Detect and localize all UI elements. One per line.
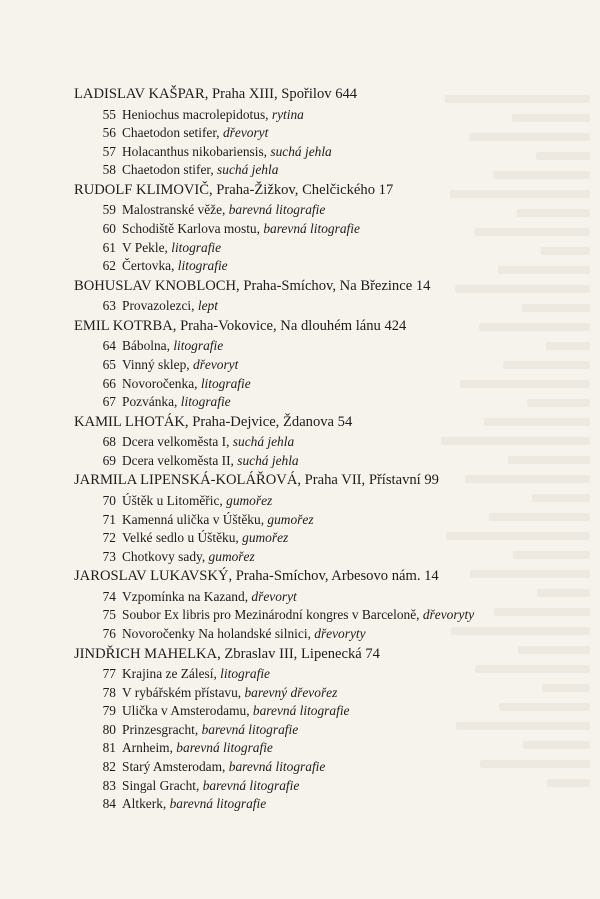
- entry-title: Prinzesgracht,: [122, 721, 202, 737]
- catalogue-entry: [74, 548, 574, 567]
- entry-number: 73: [102, 548, 116, 564]
- entry-technique: barevná litografie: [202, 777, 300, 793]
- entry-technique: rytina: [271, 106, 304, 122]
- entry-technique: barevná litografie: [176, 740, 273, 756]
- entry-number: 78: [102, 684, 116, 700]
- catalogue-entry: [74, 201, 574, 220]
- catalogue-entry: [74, 795, 574, 814]
- entry-number: 81: [102, 740, 116, 756]
- entry-title: Velké sedlo u Úštěku,: [122, 530, 243, 546]
- catalogue-entry: [74, 702, 574, 721]
- entry-title: Chaetodon setifer,: [122, 125, 223, 141]
- catalogue-entry: [74, 452, 574, 471]
- entry-title: Vinný sklep,: [122, 356, 193, 372]
- entry-title: Malostranské věže,: [122, 202, 229, 218]
- entry-number: 84: [102, 796, 116, 812]
- entry-technique: barevná litografie: [228, 202, 326, 218]
- catalogue-entry: [74, 777, 574, 796]
- catalogue-entry: [74, 588, 574, 607]
- entry-number: 72: [102, 530, 116, 546]
- entry-technique: barevná litografie: [201, 721, 299, 737]
- entry-technique: dřevoryt: [222, 125, 269, 141]
- catalogue-entry: [74, 257, 574, 276]
- entry-technique: dřevoryty: [422, 607, 475, 623]
- entry-number: 77: [102, 666, 116, 682]
- entry-title: Dcera velkoměsta I,: [122, 434, 233, 450]
- entry-number: 62: [102, 258, 116, 274]
- entry-number: 83: [102, 777, 116, 793]
- entry-technique: barevný dřevořez: [244, 684, 338, 700]
- entry-title: V Pekle,: [122, 239, 172, 255]
- entry-number: 59: [102, 202, 116, 218]
- entry-technique: litografie: [177, 258, 228, 274]
- entry-technique: barevná litografie: [169, 796, 267, 812]
- entry-title: Schodiště Karlova mostu,: [122, 220, 264, 236]
- entry-number: 69: [102, 452, 116, 468]
- artist-section: [74, 644, 574, 814]
- catalogue-entry: [74, 161, 574, 180]
- entry-title: Singal Gracht,: [122, 777, 203, 793]
- catalogue-entry: [74, 143, 574, 162]
- entry-title: Dcera velkoměsta II,: [122, 452, 238, 468]
- artist-section: [74, 412, 574, 471]
- entry-title: Soubor Ex libris pro Mezinárodní kongres v Barceloně,: [122, 607, 423, 623]
- entry-technique: barevná litografie: [228, 759, 326, 775]
- entry-title: Ulička v Amsterodamu,: [122, 703, 253, 719]
- artist-section: [74, 84, 574, 180]
- entry-technique: litografie: [200, 375, 251, 391]
- entry-title: V rybářském přístavu,: [122, 684, 245, 700]
- entry-technique: suchá jehla: [270, 143, 332, 159]
- catalogue-entry: [74, 529, 574, 548]
- entry-title: Čertovka,: [122, 258, 178, 274]
- entry-number: 56: [102, 125, 116, 141]
- artist-heading: EMIL KOTRBA, Praha-Vokovice, Na dlouhém lánu 424: [74, 317, 407, 334]
- entry-title: Heniochus macrolepidotus,: [122, 106, 272, 122]
- entry-title: Pozvánka,: [122, 394, 181, 410]
- entry-number: 55: [102, 106, 116, 122]
- entry-title: Kamenná ulička v Úštěku,: [122, 511, 268, 527]
- entry-technique: suchá jehla: [237, 452, 299, 468]
- catalogue-entry: [74, 511, 574, 530]
- artist-section: [74, 316, 574, 412]
- catalogue-entry: [74, 665, 574, 684]
- entry-number: 58: [102, 162, 116, 178]
- entry-technique: suchá jehla: [217, 162, 279, 178]
- catalogue-entry: [74, 492, 574, 511]
- entry-number: 67: [102, 394, 116, 410]
- catalogue-entry: [74, 606, 574, 625]
- entry-number: 68: [102, 434, 116, 450]
- entry-title: Starý Amsterodam,: [122, 759, 229, 775]
- catalogue-entry: [74, 375, 574, 394]
- entry-technique: litografie: [171, 239, 222, 255]
- entry-technique: lept: [197, 298, 218, 314]
- entry-title: Novoročenka,: [122, 375, 201, 391]
- entry-title: Holacanthus nikobariensis,: [122, 143, 271, 159]
- entry-title: Bábolna,: [122, 338, 174, 354]
- entry-number: 79: [102, 703, 116, 719]
- entry-technique: suchá jehla: [232, 434, 295, 450]
- entry-number: 57: [102, 143, 116, 159]
- entry-number: 63: [102, 298, 116, 314]
- catalogue-entry: [74, 721, 574, 740]
- entry-number: 80: [102, 721, 116, 737]
- entry-number: 74: [102, 588, 116, 604]
- catalogue-entry: [74, 239, 574, 258]
- entry-technique: litografie: [180, 394, 231, 410]
- catalogue-entry: [74, 433, 574, 452]
- entry-technique: barevná litografie: [252, 703, 350, 719]
- entry-number: 70: [102, 492, 116, 508]
- artist-section: [74, 566, 574, 643]
- catalogue-entry: [74, 124, 574, 143]
- artist-heading: JARMILA LIPENSKÁ-KOLÁŘOVÁ, Praha VII, Přístavní 99: [74, 472, 439, 489]
- catalogue-entry: [74, 739, 574, 758]
- catalogue-entry: [74, 684, 574, 703]
- entry-technique: dřevoryt: [251, 588, 297, 604]
- catalogue-entry: [74, 356, 574, 375]
- entry-number: 60: [102, 220, 116, 236]
- catalogue-entry: [74, 220, 574, 239]
- entry-number: 82: [102, 759, 116, 775]
- catalogue-entry: [74, 758, 574, 777]
- artist-heading: KAMIL LHOTÁK, Praha-Dejvice, Ždanova 54: [74, 413, 353, 430]
- entry-number: 65: [102, 356, 116, 372]
- entry-technique: dřevoryty: [314, 625, 366, 641]
- entry-number: 71: [102, 511, 116, 527]
- catalogue-entry: [74, 337, 574, 356]
- entry-technique: gumořez: [226, 492, 273, 508]
- artist-heading: BOHUSLAV KNOBLOCH, Praha-Smíchov, Na Březince 14: [74, 277, 431, 294]
- artist-heading: JAROSLAV LUKAVSKÝ, Praha-Smíchov, Arbesovo nám. 14: [74, 568, 439, 585]
- catalogue-entry: [74, 297, 574, 316]
- artist-section: [74, 180, 574, 276]
- entry-number: 61: [102, 239, 116, 255]
- entry-title: Úštěk u Litoměřic,: [122, 492, 227, 508]
- entry-technique: gumořez: [208, 548, 255, 564]
- catalogue-entry: [74, 393, 574, 412]
- artist-section: [74, 470, 574, 566]
- catalogue-entry: [74, 625, 574, 644]
- entry-technique: gumořez: [242, 530, 289, 546]
- entry-title: Chotkovy sady,: [122, 548, 209, 564]
- entry-title: Vzpomínka na Kazand,: [122, 588, 252, 604]
- artist-heading: JINDŘICH MAHELKA, Zbraslav III, Lipenecká 74: [74, 645, 380, 662]
- entry-title: Krajina ze Zálesí,: [122, 666, 221, 682]
- entry-number: 76: [102, 625, 116, 641]
- artist-heading: RUDOLF KLIMOVIČ, Praha-Žižkov, Chelčického 17: [74, 181, 394, 198]
- entry-title: Altkerk,: [122, 796, 170, 812]
- catalogue-entry: [74, 106, 574, 125]
- artist-heading: LADISLAV KAŠPAR, Praha XIII, Spořilov 644: [74, 86, 358, 102]
- entry-technique: barevná litografie: [263, 220, 360, 236]
- entry-title: Chaetodon stifer,: [122, 162, 218, 178]
- entry-technique: gumořez: [267, 511, 314, 527]
- entry-title: Arnheim,: [122, 740, 177, 756]
- entry-number: 75: [102, 607, 116, 623]
- entry-technique: litografie: [220, 666, 270, 682]
- entry-number: 64: [102, 338, 116, 354]
- artist-section: [74, 276, 574, 316]
- entry-title: Novoročenky Na holandské silnici,: [122, 625, 315, 641]
- entry-technique: litografie: [173, 338, 224, 354]
- entry-title: Provazolezci,: [122, 298, 198, 314]
- entry-number: 66: [102, 375, 116, 391]
- entry-technique: dřevoryt: [192, 356, 239, 372]
- catalogue-page: [74, 84, 574, 814]
